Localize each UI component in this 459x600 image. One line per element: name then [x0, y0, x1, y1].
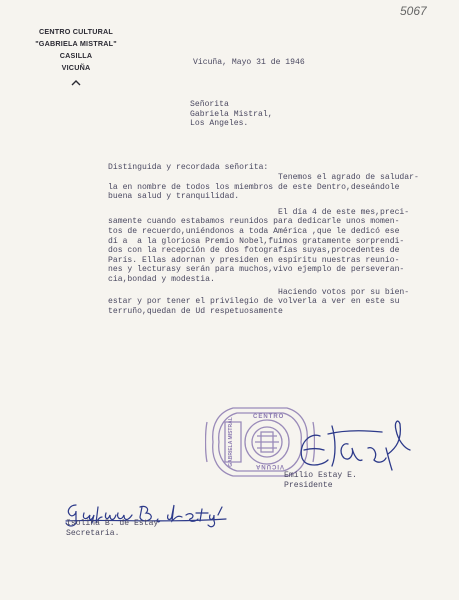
recipient-line-3: Los Angeles. [190, 119, 249, 129]
letterhead-line-4: VICUÑA [61, 63, 91, 72]
body-line: Haciendo votos por su bien- [108, 287, 410, 297]
catalog-number: 5067 [400, 4, 427, 18]
president-title: Presidente [284, 480, 333, 490]
president-name: Emilio Estay E. [284, 471, 357, 480]
body-line: dí a a la gloriosa Premio Nobel,fuimos gratamente sorprendi- [108, 236, 405, 246]
stamp-text-top: CENTRO [253, 414, 285, 420]
letterhead-line-1: CENTRO CULTURAL [39, 27, 113, 36]
body-line: nes y lecturasy serán para muchos,vivo ejemplo de perseveran- [108, 265, 405, 275]
letterhead-line-2: "GABRIELA MISTRAL" [35, 39, 117, 48]
date-line: Vicuña, Mayo 31 de 1946 [193, 58, 305, 67]
secretary-name: Isolina B. de Estay [66, 519, 159, 528]
stamp-text-left: GABRIELA MISTRAL [228, 417, 234, 467]
signatory-left [66, 519, 158, 538]
body-line: tos de recuerdo,uniéndonos a toda América ,que le dedicó ese [108, 226, 400, 236]
body-line: buena salud y tranquilidad. [108, 192, 240, 202]
secretary-title: Secretaria. [66, 528, 120, 538]
body-line: Tenemos el agrado de saludar- [108, 173, 419, 182]
salutation: Distinguida y recordada señorita: [108, 163, 269, 172]
recipient-line-2: Gabriela Mistral, [190, 109, 273, 119]
stamp-text-bottom: VICUÑA [255, 463, 285, 469]
president-signature-icon [292, 404, 422, 476]
letterhead [20, 27, 132, 91]
letterhead-emblem-icon [20, 73, 132, 91]
letter-body [108, 173, 419, 316]
body-line: cia,bondad y modestia. [108, 274, 215, 284]
signatory-right [284, 471, 357, 490]
body-line: dos con la recepción de dos fotografías suyas,procedentes de [108, 246, 400, 256]
letterhead-line-3: CASILLA [59, 51, 93, 60]
body-line: El día 4 de este mes,preci- [108, 207, 410, 217]
body-line: París. Ellas adornan y presiden en espíritu nuestras reunio- [108, 255, 400, 265]
body-line: samente cuando estabamos reunidos para dedicarle unos momen- [108, 217, 400, 227]
body-line: estar y por tener el privilegio de volverla a ver en este su [108, 297, 400, 307]
body-line: la en nombre de todos los miembros de este Dentro,deseándole [108, 182, 400, 192]
body-line: terruño,quedan de Ud respetuosamente [108, 306, 283, 316]
recipient-block [190, 100, 273, 129]
recipient-line-1: Señorita [190, 100, 229, 109]
